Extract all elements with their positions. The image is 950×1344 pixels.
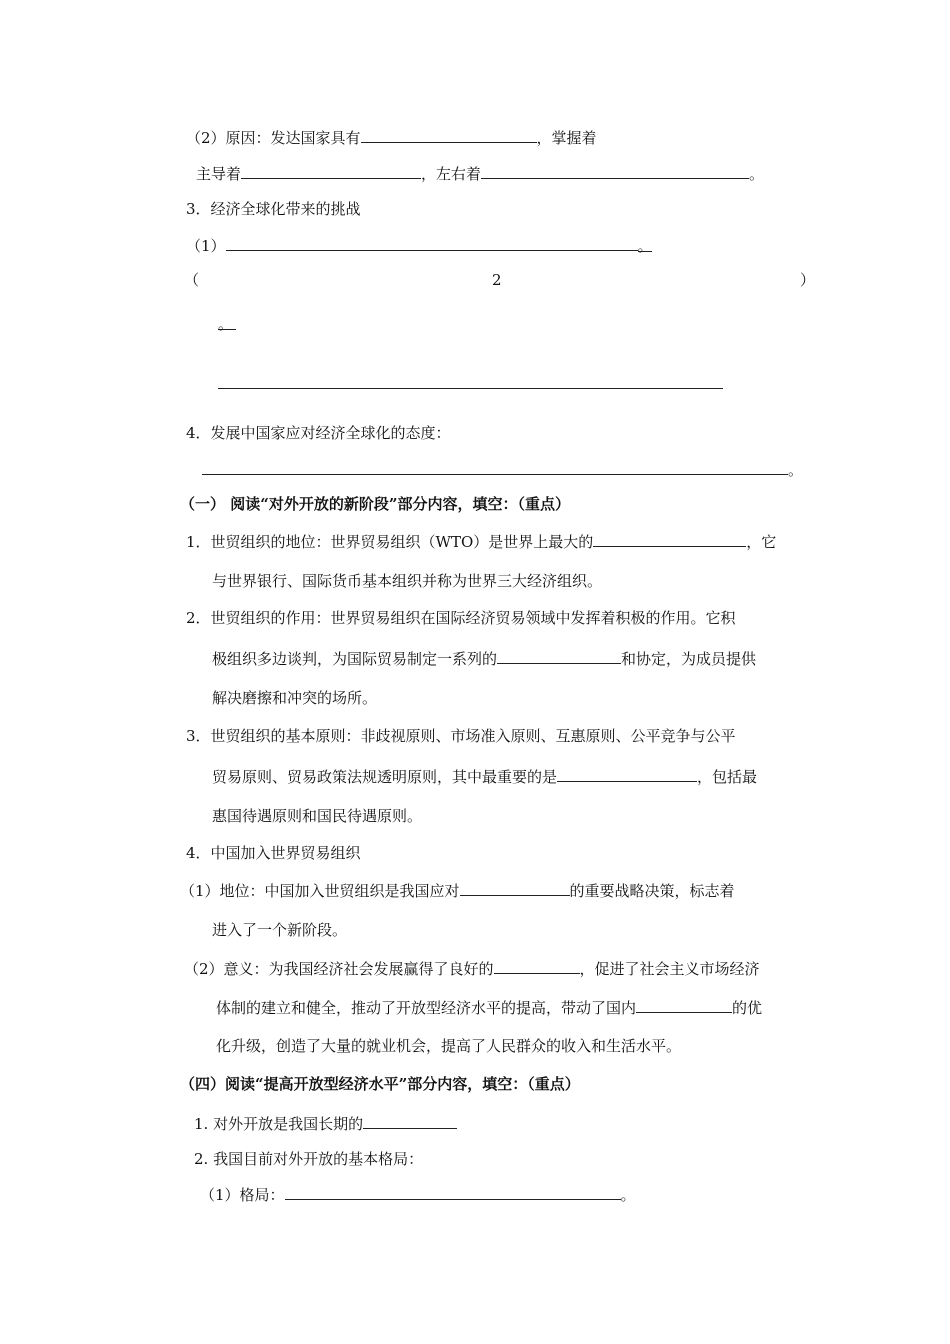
item-2-line-1: 2．世贸组织的作用：世界贸易组织在国际经济贸易领域中发挥着积极的作用。它积 — [186, 609, 736, 627]
blank-attitude[interactable] — [202, 459, 788, 475]
s4-item-2: 2. 我国目前对外开放的基本格局： — [194, 1150, 424, 1168]
item-4-1-line-2: 进入了一个新阶段。 — [212, 921, 348, 939]
blank-policy[interactable] — [363, 1113, 457, 1129]
item-4-2-line-3: 化升级，创造了大量的就业机会，提高了人民群众的收入和生活水平。 — [216, 1037, 682, 1055]
blank-wto-status[interactable] — [593, 531, 746, 547]
s4-item-1: 1. 对外开放是我国长期的 — [194, 1113, 457, 1134]
challenge-2-end-line — [218, 314, 236, 334]
item-3-line-1: 3．世贸组织的基本原则：非歧视原则、市场准入原则、互惠原则、公平竞争与公平 — [186, 727, 736, 745]
item-2-line-3: 解决磨擦和冲突的场所。 — [212, 689, 378, 707]
item-4-1-line-1: （1）地位：中国加入世贸组织是我国应对 的重要战略决策，标志着 — [180, 882, 735, 900]
attitude-heading: 4．发展中国家应对经济全球化的态度： — [186, 424, 451, 442]
item-1-line-2: 与世界银行、国际货币基本组织并称为世界三大经济组织。 — [212, 572, 603, 590]
reason-line: （2）原因：发达国家具有 ，掌握着 — [186, 129, 597, 147]
item-4-2-line-2: 体制的建立和健全，推动了开放型经济水平的提高，带动了国内 的优 — [216, 999, 763, 1017]
blank-wto-rules[interactable] — [497, 648, 621, 664]
blank-reason-2[interactable] — [241, 163, 421, 179]
challenge-2-number: 2 — [492, 271, 502, 289]
blank-principle[interactable] — [557, 766, 697, 782]
blank-reason-3[interactable] — [481, 163, 749, 179]
reason-line-2: 主导着 ，左右着 。 — [196, 165, 765, 183]
blank-industry[interactable] — [636, 997, 732, 1013]
blank-pattern[interactable] — [285, 1184, 621, 1200]
item-4-2-line-1: （2）意义：为我国经济社会发展赢得了良好的 ，促进了社会主义市场经济 — [184, 960, 760, 978]
item-4-heading: 4．中国加入世界贸易组织 — [186, 844, 361, 862]
challenge-2-open: （ — [184, 271, 200, 289]
item-1-line-1: 1．世贸组织的地位：世界贸易组织（WTO）是世界上最大的 ，它 — [186, 533, 777, 551]
blank-wto-join[interactable] — [460, 880, 570, 896]
attitude-line: 。 — [202, 459, 803, 480]
challenge-1-end: 。 — [637, 237, 653, 255]
item-2-line-2: 极组织多边谈判，为国际贸易制定一系列的 和协定，为成员提供 — [212, 650, 757, 668]
challenge-1-line: （1） 。 — [186, 237, 653, 255]
s4-item-2-1: （1）格局： 。 — [200, 1186, 636, 1204]
blank-challenge-1[interactable] — [226, 235, 638, 251]
challenge-2-end[interactable]: 。 — [218, 314, 236, 330]
item-3-line-3: 惠国待遇原则和国民待遇原则。 — [212, 807, 423, 825]
blank-environment[interactable] — [494, 958, 580, 974]
section-3-title: （一） 阅读“对外开放的新阶段”部分内容，填空：（重点） — [180, 495, 570, 513]
challenge-2-close: ） — [800, 271, 816, 289]
section-4-title: （四）阅读“提高开放型经济水平”部分内容，填空：（重点） — [180, 1075, 580, 1093]
blank-challenge-2[interactable] — [218, 388, 723, 389]
challenge-heading: 3．经济全球化带来的挑战 — [186, 200, 361, 218]
blank-reason-1[interactable] — [361, 127, 537, 143]
item-3-line-2: 贸易原则、贸易政策法规透明原则，其中最重要的是 ，包括最 — [212, 768, 758, 786]
